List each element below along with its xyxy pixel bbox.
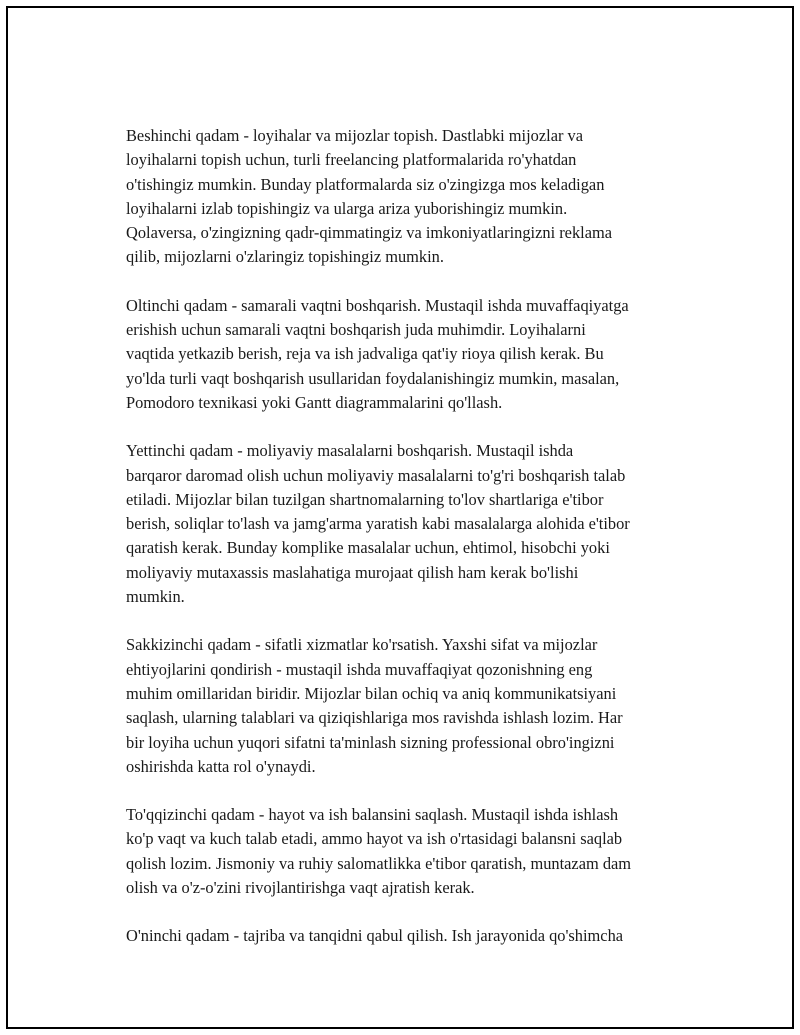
text-line: muhim omillaridan biridir. Mijozlar bilan ochiq va aniq kommunikatsiyani [126,683,617,703]
paragraph [126,294,700,415]
text-line: barqaror daromad olish uchun moliyaviy masalalarni to'g'ri boshqarish talab [126,465,626,485]
text-line: olish va o'z-o'zini rivojlantirishga vaqt ajratish kerak. [126,878,475,898]
paragraph [126,803,700,900]
text-line: qilib, mijozlarni o'zlaringiz topishingiz mumkin. [126,247,444,267]
text-line: mumkin. [126,587,185,607]
text-line: Qolaversa, o'zingizning qadr-qimmatingiz va imkoniyatlaringizni reklama [126,223,612,243]
text-line: bir loyiha uchun yuqori sifatni ta'minlash sizning professional obro'ingizni [126,732,615,752]
paragraph [126,439,700,609]
text-line: ko'p vaqt va kuch talab etadi, ammo hayot va ish o'rtasidagi balansni saqlab [126,829,623,849]
text-line: yo'lda turli vaqt boshqarish usullaridan foydalanishingiz mumkin, masalan, [126,368,620,388]
text-line: Beshinchi qadam - loyihalar va mijozlar topish. Dastlabki mijozlar va [126,126,583,145]
text-line: qaratish kerak. Bunday komplike masalalar uchun, ehtimol, hisobchi yoki [126,538,610,558]
text-line: erishish uchun samarali vaqtni boshqarish juda muhimdir. Loyihalarni [126,320,586,340]
text-line: Pomodoro texnikasi yoki Gantt diagrammalarini qo'llash. [126,392,503,412]
text-line: saqlash, ularning talablari va qiziqishlariga mos ravishda ishlash lozim. Har [126,708,623,728]
text-line: loyihalarni topish uchun, turli freelancing platformalarida ro'yhatdan [126,150,577,170]
paragraph [126,924,700,948]
paragraph [126,124,700,270]
text-line: qolish lozim. Jismoniy va ruhiy salomatlikka e'tibor qaratish, muntazam dam [126,853,632,873]
text-line: vaqtida yetkazib berish, reja va ish jadvaliga qat'iy rioya qilish kerak. Bu [126,344,604,364]
paragraph [126,633,700,779]
text-line: Sakkizinchi qadam - sifatli xizmatlar ko'rsatish. Yaxshi sifat va mijozlar [126,635,598,655]
page-frame [6,6,794,1029]
text-line: To'qqizinchi qadam - hayot va ish balansini saqlash. Mustaqil ishda ishlash [126,805,619,825]
text-line: Oltinchi qadam - samarali vaqtni boshqarish. Mustaqil ishda muvaffaqiyatga [126,295,629,315]
document-body [126,124,700,973]
text-line: berish, soliqlar to'lash va jamg'arma yaratish kabi masalalarga alohida e'tibor [126,514,630,534]
text-line: O'ninchi qadam - tajriba va tanqidni qabul qilish. Ish jarayonida qo'shimcha [126,926,624,946]
text-line: loyihalarni izlab topishingiz va ularga ariza yuborishingiz mumkin. [126,198,568,218]
text-line: o'tishingiz mumkin. Bunday platformalarda siz o'zingizga mos keladigan [126,174,605,194]
text-line: etiladi. Mijozlar bilan tuzilgan shartnomalarning to'lov shartlariga e'tibor [126,489,604,509]
text-line: ehtiyojlarini qondirish - mustaqil ishda muvaffaqiyat qozonishning eng [126,659,593,679]
text-line: Yettinchi qadam - moliyaviy masalalarni boshqarish. Mustaqil ishda [126,441,574,461]
text-line: oshirishda katta rol o'ynaydi. [126,756,316,776]
text-line: moliyaviy mutaxassis maslahatiga murojaat qilish ham kerak bo'lishi [126,562,579,582]
